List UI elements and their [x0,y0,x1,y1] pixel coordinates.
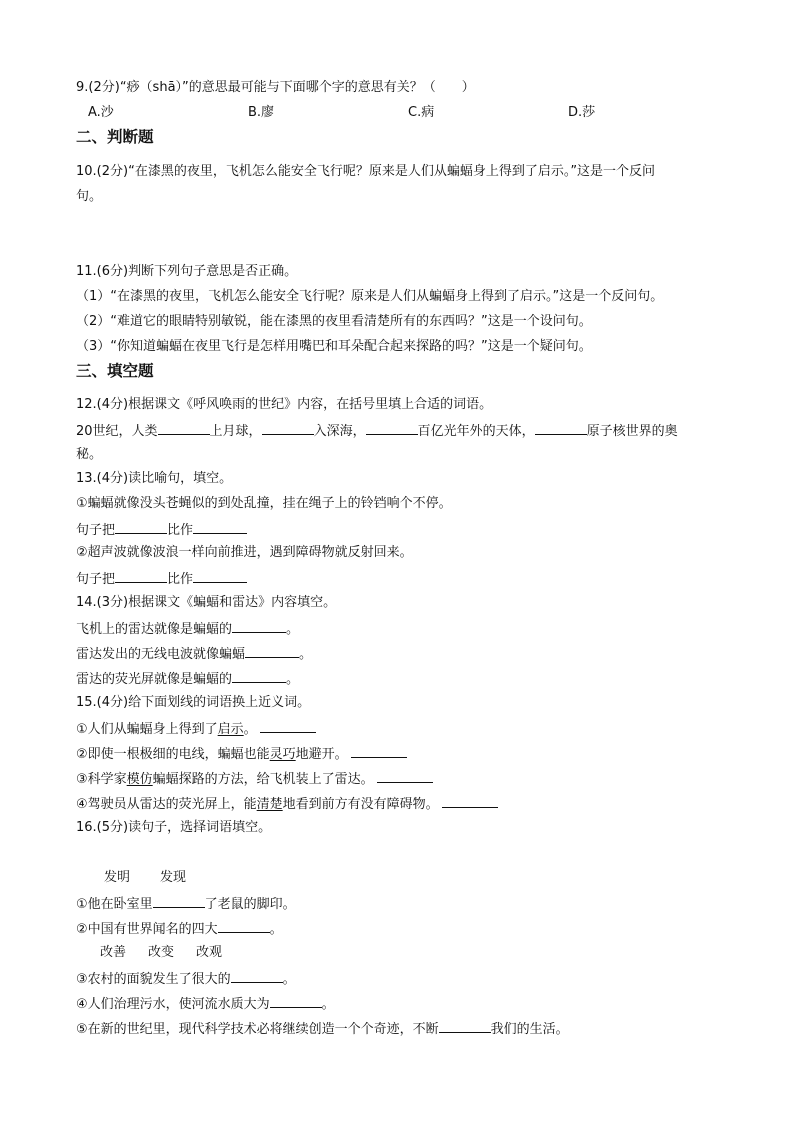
q15-item-3-end: 蝙蝠探路的方法，给飞机装上了雷达。 [152,772,374,787]
q16-word-3: 改善 [100,945,127,960]
q13-sentence-2: ②超声波就像波浪一样向前推进，遇到障碍物就反射回来。 [76,545,413,560]
q15-item-4-end: 地看到前方有没有障碍物。 [282,797,439,812]
q14-line-1-text: 飞机上的雷达就像是蝙蝠的 [76,622,233,637]
q13-fill-2-a: 句子把 [76,572,116,587]
q11-item-1: （1）“在漆黑的夜里，飞机怎么能安全飞行呢？原来是人们从蝙蝠身上得到了启示。”这是一个反问句。 [76,289,664,304]
q15-item-1-end: 。 [243,722,257,737]
q16-word-5: 改观 [196,945,223,960]
q15-stem: 15.(4分)给下面划线的词语换上近义词。 [76,695,311,710]
q12-text-4: 百亿光年外的天体， [417,424,535,439]
q16-sentence-3 [76,969,296,989]
q12-text-5: 原子核世界的奥 [586,424,678,439]
q14-line-3-end: 。 [286,672,300,687]
q11-item-3: （3）“你知道蝙蝠在夜里飞行是怎样用嘴巴和耳朵配合起来探路的吗？”这是一个疑问句。 [76,339,592,354]
q16-sentence-1 [76,894,296,914]
q12-sentence [76,421,678,441]
q10-line1: 10.(2分)“在漆黑的夜里，飞机怎么能安全飞行呢？原来是人们从蝙蝠身上得到了启示。”这是一个反问 [76,164,656,179]
q15-item-3 [76,769,433,789]
q15-item-2-text: ②即使一根极细的电线，蝙蝠也能 [76,747,270,762]
q16-sentence-2-end: 。 [269,922,283,937]
q13-fill-2-b: 比作 [167,572,194,587]
q15-underlined-word-4: 清楚 [256,797,283,812]
q16-sentence-5-end: 我们的生活。 [490,1022,569,1037]
q16-sentence-4-text: ④人们治理污水，使河流水质大为 [76,997,270,1012]
q14-blank-3[interactable] [232,669,286,683]
q16-word-bank-1 [104,869,186,887]
section-title-fill: 三、填空题 [76,362,154,380]
q16-word-1: 发明 [104,870,131,885]
q16-blank-2[interactable] [218,919,270,933]
q16-sentence-4 [76,994,335,1014]
q16-sentence-1-end: 了老鼠的脚印。 [204,897,296,912]
q13-blank-2a[interactable] [115,569,167,583]
q15-item-2 [76,744,407,764]
q12-stem: 12.(4分)根据课文《呼风唤雨的世纪》内容，在括号里填上合适的词语。 [76,397,493,412]
q15-blank-4[interactable] [442,794,498,808]
q16-word-4: 改变 [148,945,175,960]
q16-word-bank-2 [100,944,222,962]
q12-blank-3[interactable] [366,421,418,435]
q12-blank-4[interactable] [535,421,587,435]
q16-blank-3[interactable] [231,969,283,983]
q16-blank-5[interactable] [439,1019,491,1033]
q13-stem: 13.(4分)读比喻句，填空。 [76,471,233,486]
q9-option-b: B.廖 [248,105,275,120]
q14-line-2 [76,644,312,664]
q15-blank-2[interactable] [351,744,407,758]
q14-stem: 14.(3分)根据课文《蝙蝠和雷达》内容填空。 [76,595,337,610]
q16-blank-4[interactable] [270,994,322,1008]
q9-option-a: A.沙 [88,105,114,120]
q15-blank-3[interactable] [377,769,433,783]
q15-item-1 [76,719,316,739]
q9-stem: 9.(2分)“痧（shā）”的意思最可能与下面哪个字的意思有关？（ ） [76,80,475,95]
q13-blank-2b[interactable] [193,569,247,583]
q14-line-3 [76,669,299,689]
q12-blank-2[interactable] [262,421,314,435]
q14-line-2-text: 雷达发出的无线电波就像蝙蝠 [76,647,246,662]
q14-line-1-end: 。 [286,622,300,637]
q16-sentence-2-text: ②中国有世界闻名的四大 [76,922,218,937]
q14-blank-1[interactable] [232,619,286,633]
q12-blank-1[interactable] [158,421,210,435]
q14-line-2-end: 。 [299,647,313,662]
q15-item-1-text: ①人们从蝙蝠身上得到了 [76,722,218,737]
q15-underlined-word-2: 灵巧 [269,747,296,762]
q9-options [88,104,708,122]
q15-item-3-text: ③科学家 [76,772,127,787]
q13-blank-1a[interactable] [115,520,167,534]
q9-option-c: C.病 [408,105,435,120]
q13-fill-2 [76,569,247,589]
q12-text-3: 入深海， [313,424,366,439]
q16-sentence-5 [76,1019,569,1039]
q15-item-2-end: 地避开。 [295,747,348,762]
q15-underlined-word-1: 启示 [217,722,244,737]
q9-option-d: D.莎 [568,105,596,120]
q16-sentence-3-end: 。 [282,972,296,987]
section-title-judgement: 二、判断题 [76,128,154,146]
q16-sentence-3-text: ③农村的面貌发生了很大的 [76,972,231,987]
q11-item-2: （2）“难道它的眼睛特别敏锐，能在漆黑的夜里看清楚所有的东西吗？”这是一个设问句。 [76,314,592,329]
q15-underlined-word-3: 模仿 [126,772,153,787]
q14-line-3-text: 雷达的荧光屏就像是蝙蝠的 [76,672,233,687]
q11-stem: 11.(6分)判断下列句子意思是否正确。 [76,264,298,279]
q10-line2: 句。 [76,189,103,204]
q16-sentence-5-text: ⑤在新的世纪里，现代科学技术必将继续创造一个个奇迹，不断 [76,1022,439,1037]
q16-sentence-2 [76,919,283,939]
q14-blank-2[interactable] [245,644,299,658]
q16-stem: 16.(5分)读句子，选择词语填空。 [76,820,272,835]
q13-blank-1b[interactable] [193,520,247,534]
q12-text-2: 上月球， [209,424,262,439]
q13-sentence-1: ①蝙蝠就像没头苍蝇似的到处乱撞，挂在绳子上的铃铛响个不停。 [76,496,452,511]
q14-line-1 [76,619,299,639]
q13-fill-1 [76,520,247,540]
q16-sentence-4-end: 。 [321,997,335,1012]
q12-text-1: 20世纪，人类 [76,424,158,439]
q16-sentence-1-text: ①他在卧室里 [76,897,153,912]
q16-word-2: 发现 [160,870,187,885]
q16-blank-1[interactable] [153,894,205,908]
q15-item-4 [76,794,498,814]
q13-fill-1-b: 比作 [167,523,194,538]
q12-text-6: 秘。 [76,447,103,462]
q15-blank-1[interactable] [260,719,316,733]
q13-fill-1-a: 句子把 [76,523,116,538]
q15-item-4-text: ④驾驶员从雷达的荧光屏上，能 [76,797,257,812]
